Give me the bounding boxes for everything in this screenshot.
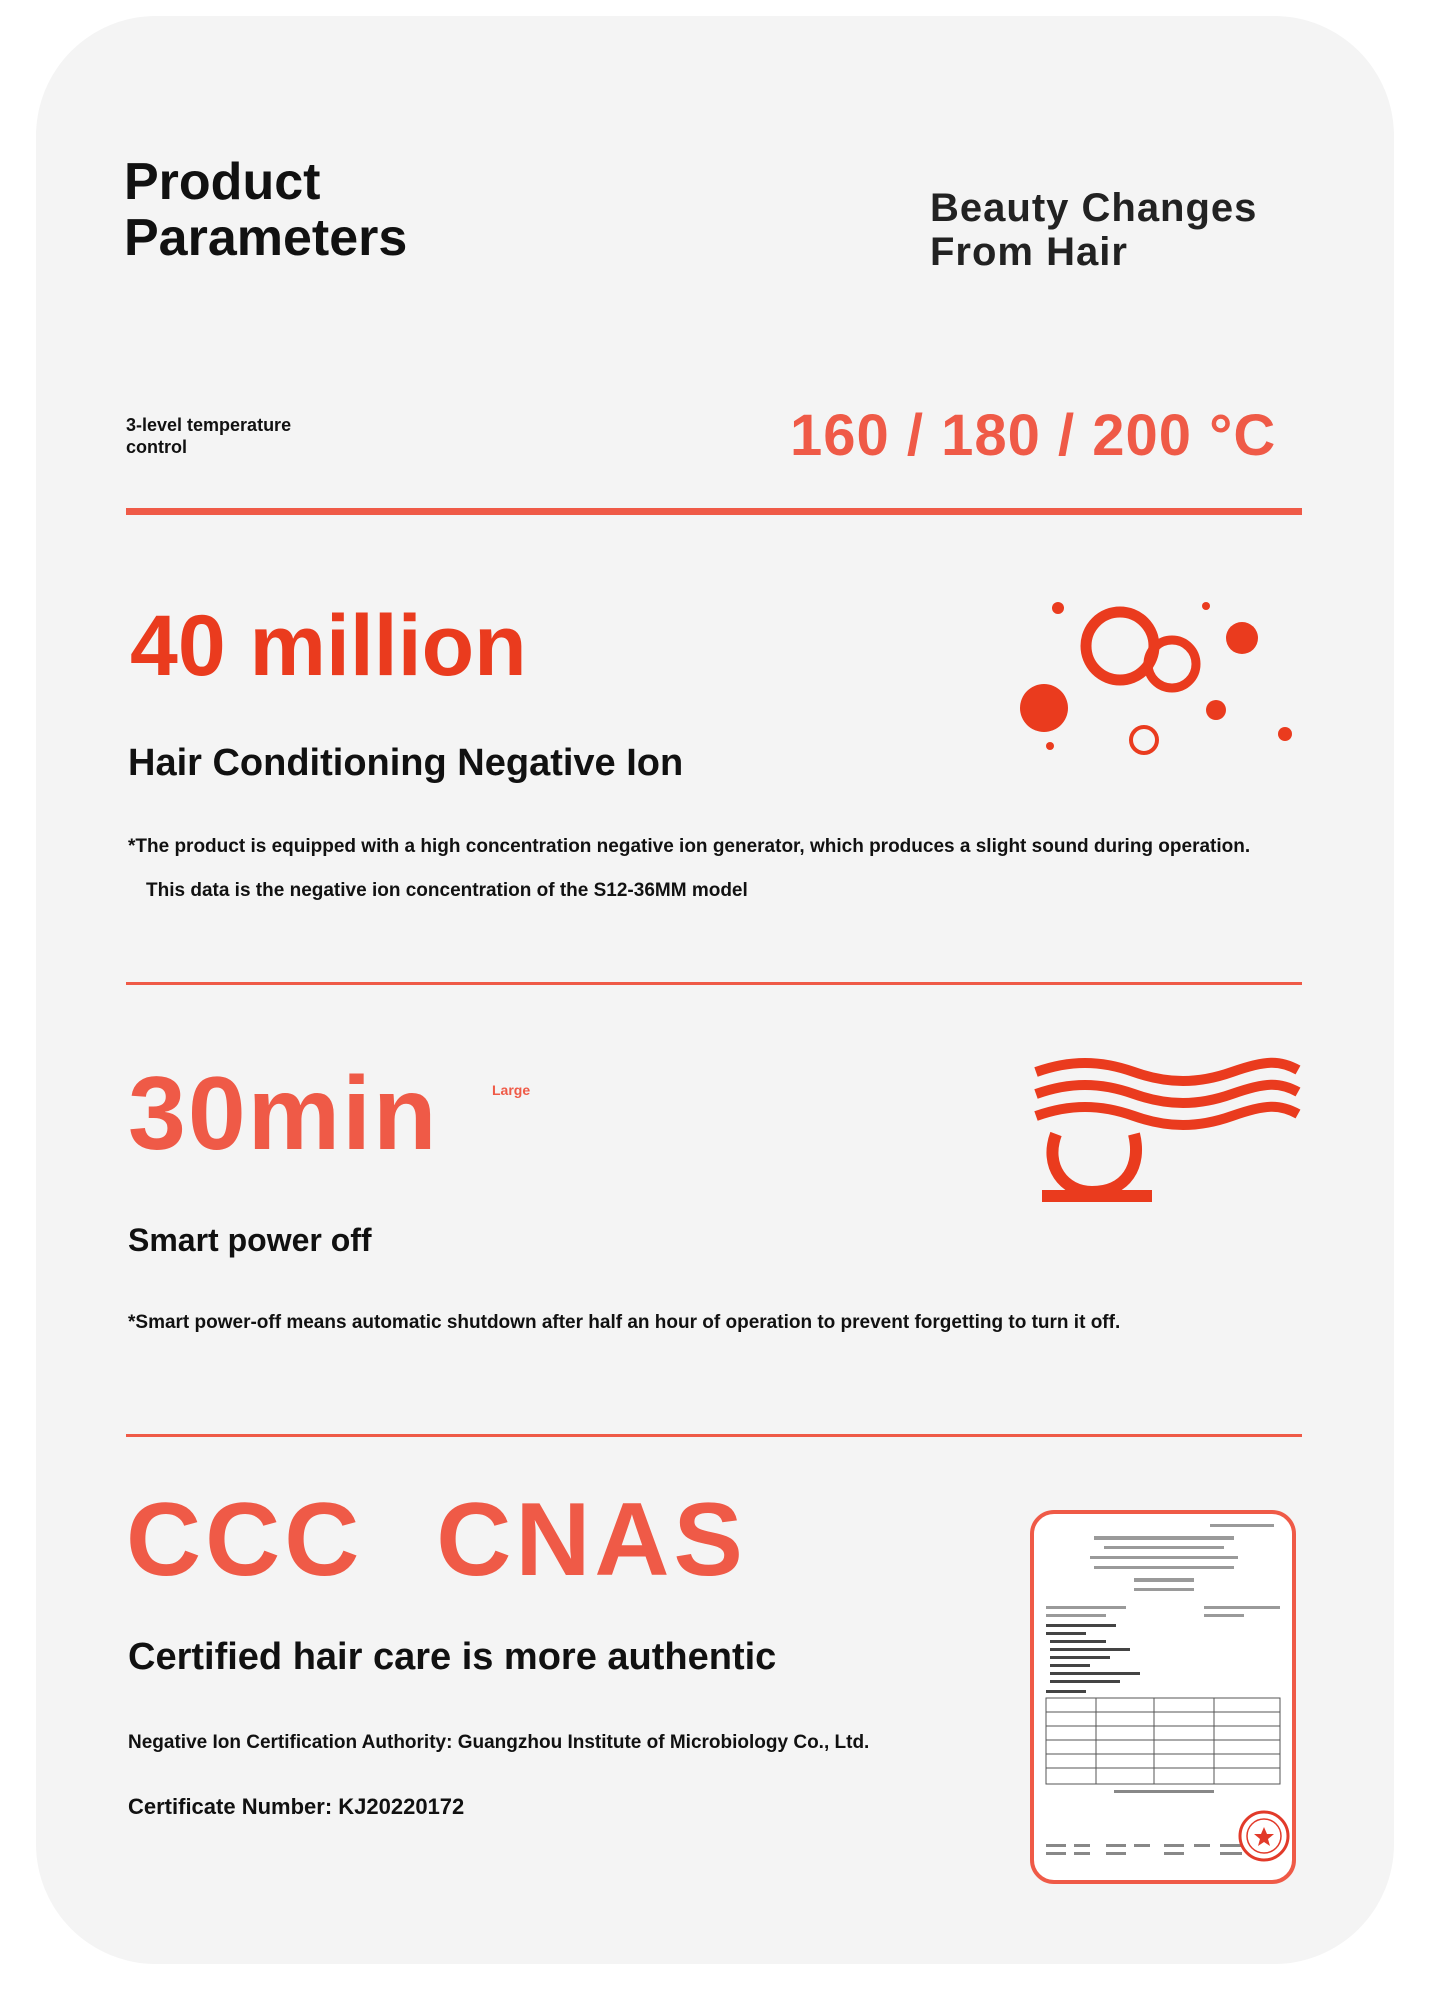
certification-names: CCC CNAS — [126, 1482, 747, 1598]
temperature-value: 160 / 180 / 200 °C — [790, 403, 1277, 468]
heat-waves-icon — [1030, 1056, 1302, 1206]
divider — [126, 982, 1302, 985]
page-title: Product Parameters — [124, 153, 408, 267]
divider — [126, 1434, 1302, 1437]
power-off-note: *Smart power-off means automatic shutdown after half an hour of operation to prevent forgetting to turn it off. — [128, 1312, 1121, 1333]
ion-model-note: This data is the negative ion concentration of the S12-36MM model — [146, 880, 748, 901]
certification-title: Certified hair care is more authentic — [128, 1636, 777, 1678]
certificate-document-icon — [1030, 1510, 1296, 1884]
divider — [126, 508, 1302, 515]
brand-slogan: Beauty Changes From Hair — [930, 186, 1258, 274]
power-off-footnote-mark: Large — [492, 1082, 531, 1098]
certificate-number: Certificate Number: KJ20220172 — [128, 1794, 465, 1819]
ion-title: Hair Conditioning Negative Ion — [128, 742, 684, 784]
ion-concentration-value: 40 million — [130, 598, 527, 694]
power-off-title: Smart power off — [128, 1222, 372, 1258]
ion-note: *The product is equipped with a high concentration negative ion generator, which produces a slight sound during operation. — [128, 836, 1251, 857]
power-off-time: 30min — [128, 1056, 439, 1172]
bubbles-icon — [1010, 596, 1300, 776]
certification-authority: Negative Ion Certification Authority: Guangzhou Institute of Microbiology Co., Ltd. — [128, 1732, 870, 1753]
temperature-label: 3-level temperature control — [126, 415, 292, 457]
temperature-unit: °C — [1209, 403, 1277, 468]
